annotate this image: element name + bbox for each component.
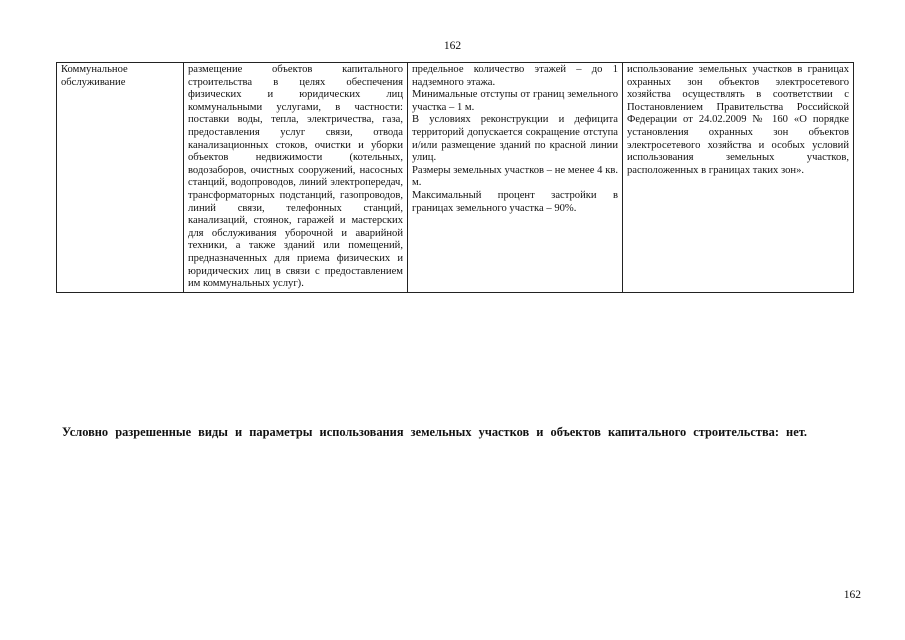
parameter-plot-size: Размеры земельных участков – не менее 4 кв. м. (412, 164, 618, 189)
use-description-cell: размещение объектов капитального строительства в целях обеспечения физических и юридических лиц коммунальными услугами, в частности: поставки воды, тепла, электричества, газа, предоставления услуг связи, отвода канализационных стоков, очистки и уборки объектов недвижимости (котельных, водозаборов, очистных сооружений, насосных станций, водопроводов, линий электропередач, трансформаторных подстанций, газопроводов, линий связи, телефонных станций, канализаций, стоянок, гаражей и мастерских для обслуживания уборочной и аварийной техники, а также зданий или помещений, предназначенных для приема физических и юридических лиц в связи с предоставлением им коммунальных услуг). (184, 63, 408, 293)
parameters-cell (408, 63, 623, 293)
parameter-floors: предельное количество этажей – до 1 надземного этажа. (412, 64, 618, 88)
table-row (57, 63, 854, 293)
zoning-table (56, 62, 854, 293)
parameter-reconstruction: В условиях реконструкции и дефицита территорий допускается сокращение отступа и/или размещение зданий по красной линии улиц. (412, 114, 618, 164)
parameter-build-percent: Максимальный процент застройки в границах земельного участка – 90%. (412, 189, 618, 214)
conditional-use-note: Условно разрешенные виды и параметры использования земельных участков и объектов капитального строительства: нет. (62, 425, 807, 439)
restrictions-cell: использование земельных участков в границах охранных зон объектов электросетевого хозяйства осуществлять в соответствии с Постановлением Правительства Российской Федерации от 24.02.2009 № 160 «О порядке установления охранных зон объектов электросетевого хозяйства и особых условий использования земельных участков, расположенных в границах таких зон». (623, 63, 854, 293)
page-number-bottom: 162 (843, 589, 861, 601)
page-number-top: 162 (443, 40, 462, 52)
use-type-name-cell: Коммунальное обслуживание (57, 63, 184, 293)
parameter-setbacks: Минимальные отступы от границ земельного участка – 1 м. (412, 89, 618, 113)
